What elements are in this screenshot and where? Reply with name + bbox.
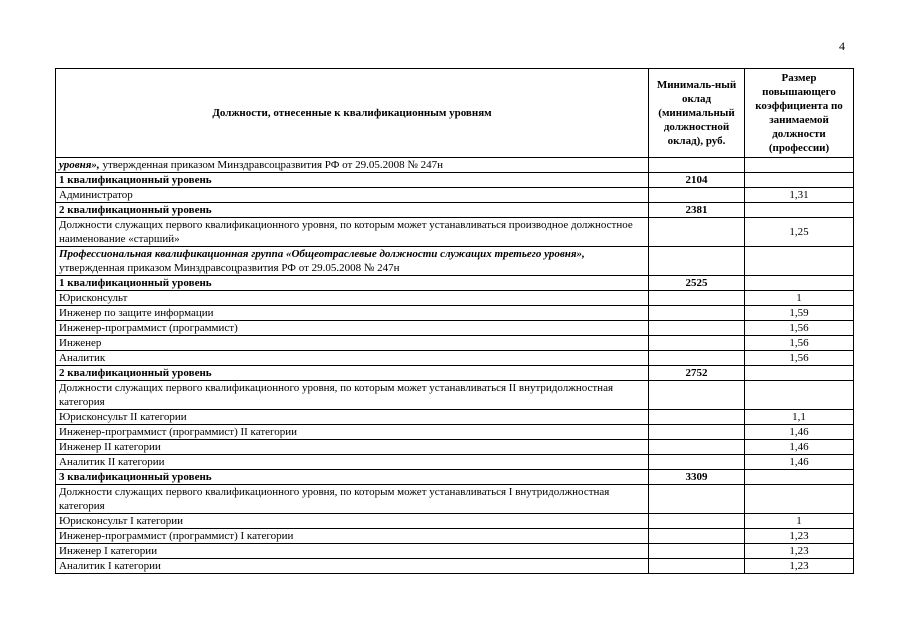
salary-cell: 3309 <box>649 470 745 485</box>
table-row <box>56 291 854 306</box>
group-title: уровня», <box>59 159 100 171</box>
salary-cell: 2104 <box>649 173 745 188</box>
salary-cell <box>649 559 745 574</box>
coefficient-cell: 1,25 <box>745 218 854 247</box>
salary-cell <box>649 544 745 559</box>
position-name-cell: Инженер по защите информации <box>56 306 649 321</box>
salary-cell <box>649 529 745 544</box>
page-number: 4 <box>839 39 845 53</box>
position-name-cell: Инженер II категории <box>56 440 649 455</box>
header-positions: Должности, отнесенные к квалификационным уровням <box>56 69 649 158</box>
table-row <box>56 485 854 514</box>
header-salary: Минималь-ный оклад (минимальный должностной оклад), руб. <box>649 69 745 158</box>
coefficient-cell <box>745 276 854 291</box>
coefficient-cell: 1,46 <box>745 440 854 455</box>
level-row <box>56 173 854 188</box>
position-name-cell: Должности служащих первого квалификационного уровня, по которым может устанавливаться II внутридолжностная категория <box>56 381 649 410</box>
table-body <box>56 158 854 574</box>
salary-cell <box>649 351 745 366</box>
salary-cell <box>649 218 745 247</box>
position-name-cell: Юрисконсульт I категории <box>56 514 649 529</box>
table-row <box>56 559 854 574</box>
position-name-cell: Юрисконсульт <box>56 291 649 306</box>
salary-cell <box>649 440 745 455</box>
coefficient-cell: 1,23 <box>745 529 854 544</box>
position-name-cell: Должности служащих первого квалификационного уровня, по которым может устанавливаться производное должностное наименование «старший» <box>56 218 649 247</box>
salary-cell: 2752 <box>649 366 745 381</box>
salary-cell <box>649 381 745 410</box>
position-name-cell: Инженер-программист (программист) <box>56 321 649 336</box>
salary-cell <box>649 291 745 306</box>
coefficient-cell <box>745 366 854 381</box>
salary-cell <box>649 425 745 440</box>
salary-cell <box>649 485 745 514</box>
table-row <box>56 455 854 470</box>
coefficient-cell: 1,59 <box>745 306 854 321</box>
position-name-cell: 1 квалификационный уровень <box>56 276 649 291</box>
coefficient-cell: 1,56 <box>745 351 854 366</box>
coefficient-cell: 1,56 <box>745 321 854 336</box>
table-row <box>56 544 854 559</box>
position-name-cell: Администратор <box>56 188 649 203</box>
coefficient-cell <box>745 158 854 173</box>
position-name-cell: Аналитик II категории <box>56 455 649 470</box>
group-order-text: утвержденная приказом Минздравсоцразвития РФ от 29.05.2008 № 247н <box>59 262 400 274</box>
coefficient-cell: 1,46 <box>745 455 854 470</box>
salary-cell: 2525 <box>649 276 745 291</box>
position-name-cell: 2 квалификационный уровень <box>56 203 649 218</box>
position-name-cell: 3 квалификационный уровень <box>56 470 649 485</box>
coefficient-cell: 1,1 <box>745 410 854 425</box>
salary-cell <box>649 514 745 529</box>
table-row <box>56 188 854 203</box>
coefficient-cell: 1,31 <box>745 188 854 203</box>
coefficient-cell <box>745 381 854 410</box>
table-row <box>56 351 854 366</box>
position-name-cell: Юрисконсульт II категории <box>56 410 649 425</box>
salary-cell <box>649 247 745 276</box>
position-name-cell <box>56 247 649 276</box>
table-row <box>56 410 854 425</box>
level-row <box>56 203 854 218</box>
table-row <box>56 306 854 321</box>
coefficient-cell: 1 <box>745 514 854 529</box>
table-row <box>56 514 854 529</box>
salary-cell <box>649 321 745 336</box>
table-row <box>56 529 854 544</box>
position-name-cell: Инженер-программист (программист) I категории <box>56 529 649 544</box>
table-row <box>56 321 854 336</box>
position-name-cell: Аналитик <box>56 351 649 366</box>
coefficient-cell <box>745 173 854 188</box>
salary-cell <box>649 306 745 321</box>
position-name-cell: Инженер I категории <box>56 544 649 559</box>
group-row <box>56 158 854 173</box>
positions-table <box>55 68 854 574</box>
level-row <box>56 366 854 381</box>
header-coefficient: Размер повышающего коэффициента по занимаемой должности (профессии) <box>745 69 854 158</box>
position-name-cell: Инженер <box>56 336 649 351</box>
coefficient-cell <box>745 203 854 218</box>
position-name-cell: Аналитик I категории <box>56 559 649 574</box>
table-header-row <box>56 69 854 158</box>
coefficient-cell: 1,56 <box>745 336 854 351</box>
level-row <box>56 276 854 291</box>
position-name-cell: Должности служащих первого квалификационного уровня, по которым может устанавливаться I внутридолжностная категория <box>56 485 649 514</box>
position-name-cell: 2 квалификационный уровень <box>56 366 649 381</box>
group-row <box>56 247 854 276</box>
salary-cell <box>649 158 745 173</box>
group-order-text: утвержденная приказом Минздравсоцразвития РФ от 29.05.2008 № 247н <box>99 159 443 171</box>
level-row <box>56 470 854 485</box>
salary-cell <box>649 455 745 470</box>
position-name-cell <box>56 158 649 173</box>
coefficient-cell: 1,23 <box>745 559 854 574</box>
coefficient-cell <box>745 485 854 514</box>
table-row <box>56 336 854 351</box>
coefficient-cell: 1,46 <box>745 425 854 440</box>
position-name-cell: 1 квалификационный уровень <box>56 173 649 188</box>
table-row <box>56 381 854 410</box>
table-row <box>56 425 854 440</box>
group-title: Профессиональная квалификационная группа «Общеотраслевые должности служащих третьего уровня», <box>59 248 585 260</box>
coefficient-cell <box>745 247 854 276</box>
salary-cell <box>649 188 745 203</box>
position-name-cell: Инженер-программист (программист) II категории <box>56 425 649 440</box>
salary-cell: 2381 <box>649 203 745 218</box>
table-row <box>56 440 854 455</box>
coefficient-cell <box>745 470 854 485</box>
salary-cell <box>649 336 745 351</box>
coefficient-cell: 1,23 <box>745 544 854 559</box>
coefficient-cell: 1 <box>745 291 854 306</box>
table-row <box>56 218 854 247</box>
salary-cell <box>649 410 745 425</box>
